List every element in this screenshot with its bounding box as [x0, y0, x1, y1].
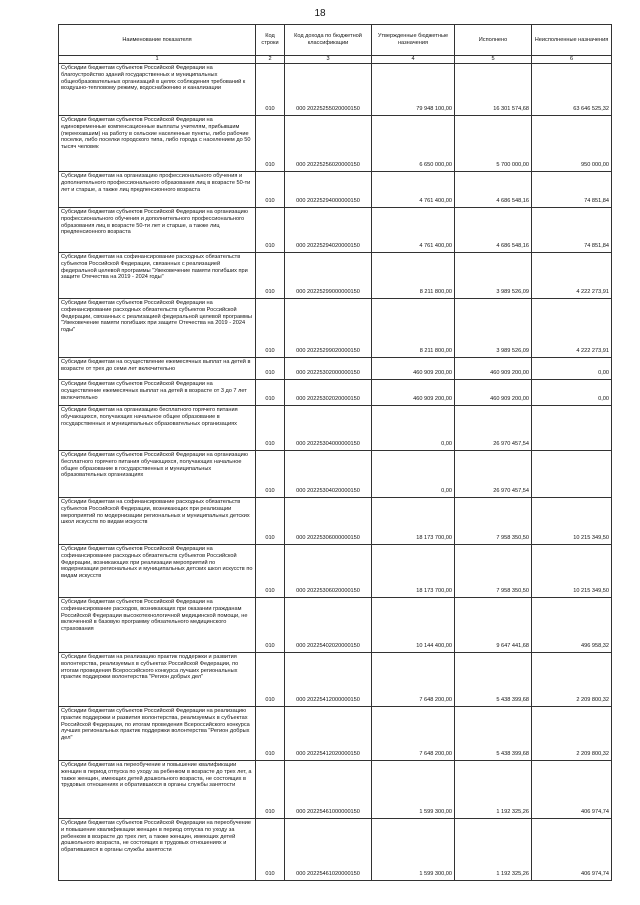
row-name: Субсидии бюджетам на переобучение и повышение квалификации женщин в период отпуска по уходу за ребенком в возрасте до трех лет, а также женщин, имеющих детей дошкольного возраста, не состоящих в трудовых отношениях и обратившихся в органы службы занятости [59, 761, 256, 819]
row-executed: 7 958 350,50 [455, 498, 532, 545]
row-unexecuted: 0,00 [532, 358, 612, 380]
row-kbk: 000 20225294020000150 [285, 208, 372, 253]
row-approved: 10 144 400,00 [372, 598, 455, 653]
table-row [59, 380, 612, 406]
row-name: Субсидии бюджетам на софинансирование расходных обязательств субъектов Российской Федерации, связанных с реализацией федеральной целевой программы "Увековечение памяти погибших при защите Отечества на 2019 - 2024 годы" [59, 253, 256, 299]
row-unexecuted: 74 851,84 [532, 172, 612, 208]
row-approved: 4 761 400,00 [372, 172, 455, 208]
row-executed: 26 970 457,54 [455, 406, 532, 451]
row-executed: 4 686 548,16 [455, 208, 532, 253]
row-kbk: 000 20225461000000150 [285, 761, 372, 819]
row-kbk: 000 20225461020000150 [285, 819, 372, 881]
row-code: 010 [256, 653, 285, 707]
row-unexecuted: 406 974,74 [532, 819, 612, 881]
row-name: Субсидии бюджетам на осуществление ежемесячных выплат на детей в возрасте от трех до семи лет включительно [59, 358, 256, 380]
table-row [59, 761, 612, 819]
table-row [59, 299, 612, 358]
row-kbk: 000 20225302020000150 [285, 380, 372, 406]
row-unexecuted: 406 974,74 [532, 761, 612, 819]
budget-table [58, 24, 612, 881]
row-executed: 9 647 441,68 [455, 598, 532, 653]
row-approved: 4 761 400,00 [372, 208, 455, 253]
row-executed: 5 438 399,68 [455, 653, 532, 707]
header-executed: Исполнено [455, 25, 532, 56]
row-unexecuted: 4 222 273,91 [532, 253, 612, 299]
row-code: 010 [256, 819, 285, 881]
table-row [59, 358, 612, 380]
table-row [59, 819, 612, 881]
row-name: Субсидии бюджетам на организацию профессионального обучения и дополнительного профессионального образования лиц в возрасте 50-ти лет и старше, а также лиц предпенсионного возраста [59, 172, 256, 208]
column-number: 3 [285, 56, 372, 64]
row-unexecuted [532, 451, 612, 498]
table-row [59, 116, 612, 172]
row-name: Субсидии бюджетам субъектов Российской Федерации на реализацию практик поддержки и развития волонтерства, реализуемых в субъектах Российской Федерации, по итогам проведения Всероссийского конкурса лучших региональных практик поддержки волонтерства "Регион добрых дел" [59, 707, 256, 761]
row-name: Субсидии бюджетам субъектов Российской Федерации на единовременные компенсационные выплаты учителям, прибывшим (переехавшим) на работу в сельские населенные пункты, либо рабочие поселки, либо поселки городского типа, либо города с населением до 50 тысяч человек [59, 116, 256, 172]
header-code: Код строки [256, 25, 285, 56]
column-number: 1 [59, 56, 256, 64]
column-number: 5 [455, 56, 532, 64]
row-executed: 5 438 399,68 [455, 707, 532, 761]
column-number: 2 [256, 56, 285, 64]
header-kbk: Код дохода по бюджетной классификации [285, 25, 372, 56]
row-executed: 3 989 526,09 [455, 299, 532, 358]
row-name: Субсидии бюджетам на организацию бесплатного горячего питания обучающихся, получающих начальное общее образование в государственных и муниципальных образовательных организациях [59, 406, 256, 451]
column-number: 6 [532, 56, 612, 64]
row-executed: 5 700 000,00 [455, 116, 532, 172]
row-unexecuted: 0,00 [532, 380, 612, 406]
row-code: 010 [256, 598, 285, 653]
row-executed: 460 909 200,00 [455, 380, 532, 406]
row-executed: 1 192 325,26 [455, 761, 532, 819]
row-kbk: 000 20225299000000150 [285, 253, 372, 299]
row-code: 010 [256, 406, 285, 451]
row-kbk: 000 20225306020000150 [285, 545, 372, 598]
row-unexecuted: 496 958,32 [532, 598, 612, 653]
table-row [59, 598, 612, 653]
row-approved: 1 599 300,00 [372, 819, 455, 881]
row-name: Субсидии бюджетам субъектов Российской Федерации на благоустройство зданий государственных и муниципальных общеобразовательных организаций в целях соблюдения требований к воздушно-тепловому режиму, водоснабжению и канализации [59, 64, 256, 116]
row-code: 010 [256, 761, 285, 819]
row-executed: 1 192 325,26 [455, 819, 532, 881]
row-executed: 7 958 350,50 [455, 545, 532, 598]
row-kbk: 000 20225299020000150 [285, 299, 372, 358]
row-approved: 7 648 200,00 [372, 653, 455, 707]
header-approved: Утвержденные бюджетные назначения [372, 25, 455, 56]
table-row [59, 172, 612, 208]
row-name: Субсидии бюджетам на софинансирование расходных обязательств субъектов Российской Федерации, возникающих при реализации мероприятий по модернизации региональных и муниципальных детских школ искусств по видам искусств [59, 498, 256, 545]
row-executed: 16 301 574,68 [455, 64, 532, 116]
table-row [59, 406, 612, 451]
table-row [59, 653, 612, 707]
row-code: 010 [256, 172, 285, 208]
column-number: 4 [372, 56, 455, 64]
row-code: 010 [256, 707, 285, 761]
table-row [59, 707, 612, 761]
row-unexecuted: 74 851,84 [532, 208, 612, 253]
row-code: 010 [256, 208, 285, 253]
row-name: Субсидии бюджетам субъектов Российской Федерации на организацию профессионального обучения и дополнительного профессионального образования лиц в возрасте 50-ти лет и старше, а также лиц предпенсионного возраста [59, 208, 256, 253]
row-unexecuted: 63 646 525,32 [532, 64, 612, 116]
row-approved: 460 909 200,00 [372, 380, 455, 406]
table-row [59, 545, 612, 598]
row-approved: 1 599 300,00 [372, 761, 455, 819]
header-unexecuted: Неисполненные назначения [532, 25, 612, 56]
row-kbk: 000 20225302000000150 [285, 358, 372, 380]
row-code: 010 [256, 380, 285, 406]
row-code: 010 [256, 116, 285, 172]
row-kbk: 000 20225255020000150 [285, 64, 372, 116]
table-row [59, 64, 612, 116]
row-kbk: 000 20225294000000150 [285, 172, 372, 208]
header-name: Наименование показателя [59, 25, 256, 56]
row-executed: 4 686 548,16 [455, 172, 532, 208]
row-unexecuted: 10 215 349,50 [532, 498, 612, 545]
row-approved: 0,00 [372, 451, 455, 498]
row-approved: 79 948 100,00 [372, 64, 455, 116]
row-kbk: 000 20225304020000150 [285, 451, 372, 498]
row-code: 010 [256, 64, 285, 116]
row-approved: 18 173 700,00 [372, 498, 455, 545]
row-approved: 6 650 000,00 [372, 116, 455, 172]
row-unexecuted: 10 215 349,50 [532, 545, 612, 598]
table-row [59, 451, 612, 498]
row-kbk: 000 20225402020000150 [285, 598, 372, 653]
row-unexecuted: 950 000,00 [532, 116, 612, 172]
row-code: 010 [256, 498, 285, 545]
row-code: 010 [256, 451, 285, 498]
row-name: Субсидии бюджетам субъектов Российской Федерации на осуществление ежемесячных выплат на детей в возрасте от 3 до 7 лет включительно [59, 380, 256, 406]
page-number: 18 [314, 8, 326, 19]
row-unexecuted [532, 406, 612, 451]
row-code: 010 [256, 545, 285, 598]
row-executed: 3 989 526,09 [455, 253, 532, 299]
row-kbk: 000 20225412000000150 [285, 653, 372, 707]
row-code: 010 [256, 253, 285, 299]
table-row [59, 208, 612, 253]
row-executed: 26 970 457,54 [455, 451, 532, 498]
row-kbk: 000 20225304000000150 [285, 406, 372, 451]
row-name: Субсидии бюджетам субъектов Российской Федерации на софинансирование расходных обязательств субъектов Российской Федерации, связанных с реализацией федеральной целевой программы "Увековечение памяти погибших при защите Отечества на 2019 - 2024 годы" [59, 299, 256, 358]
row-unexecuted: 4 222 273,91 [532, 299, 612, 358]
table-row [59, 253, 612, 299]
row-unexecuted: 2 209 800,32 [532, 653, 612, 707]
row-name: Субсидии бюджетам на реализацию практик поддержки и развития волонтерства, реализуемых в субъектах Российской Федерации, по итогам проведения Всероссийского конкурса лучших региональных практик поддержки волонтерства "Регион добрых дел" [59, 653, 256, 707]
row-code: 010 [256, 299, 285, 358]
row-approved: 0,00 [372, 406, 455, 451]
row-approved: 18 173 700,00 [372, 545, 455, 598]
row-executed: 460 909 200,00 [455, 358, 532, 380]
row-name: Субсидии бюджетам субъектов Российской Федерации на софинансирование расходных обязательств субъектов Российской Федерации, возникающих при реализации мероприятий по модернизации региональных и муниципальных детских школ искусств по видам искусств [59, 545, 256, 598]
row-name: Субсидии бюджетам субъектов Российской Федерации на софинансирование расходов, возникающих при оказании гражданам Российской Федерации высокотехнологичной медицинской помощи, не включенной в базовую программу обязательного медицинского страхования [59, 598, 256, 653]
row-unexecuted: 2 209 800,32 [532, 707, 612, 761]
row-approved: 8 211 800,00 [372, 299, 455, 358]
header-row [59, 25, 612, 56]
row-approved: 460 909 200,00 [372, 358, 455, 380]
row-code: 010 [256, 358, 285, 380]
row-kbk: 000 20225412020000150 [285, 707, 372, 761]
row-name: Субсидии бюджетам субъектов Российской Федерации на переобучение и повышение квалификации женщин в период отпуска по уходу за ребенком в возрасте до трех лет, а также женщин, имеющих детей дошкольного возраста, не состоящих в трудовых отношениях и обратившихся в органы службы занятости [59, 819, 256, 881]
row-kbk: 000 20225306000000150 [285, 498, 372, 545]
row-kbk: 000 20225256020000150 [285, 116, 372, 172]
table-row [59, 498, 612, 545]
column-numbers-row [59, 56, 612, 64]
row-approved: 7 648 200,00 [372, 707, 455, 761]
row-approved: 8 211 800,00 [372, 253, 455, 299]
row-name: Субсидии бюджетам субъектов Российской Федерации на организацию бесплатного горячего питания обучающихся, получающих начальное общее образование в государственных и муниципальных образовательных организациях [59, 451, 256, 498]
